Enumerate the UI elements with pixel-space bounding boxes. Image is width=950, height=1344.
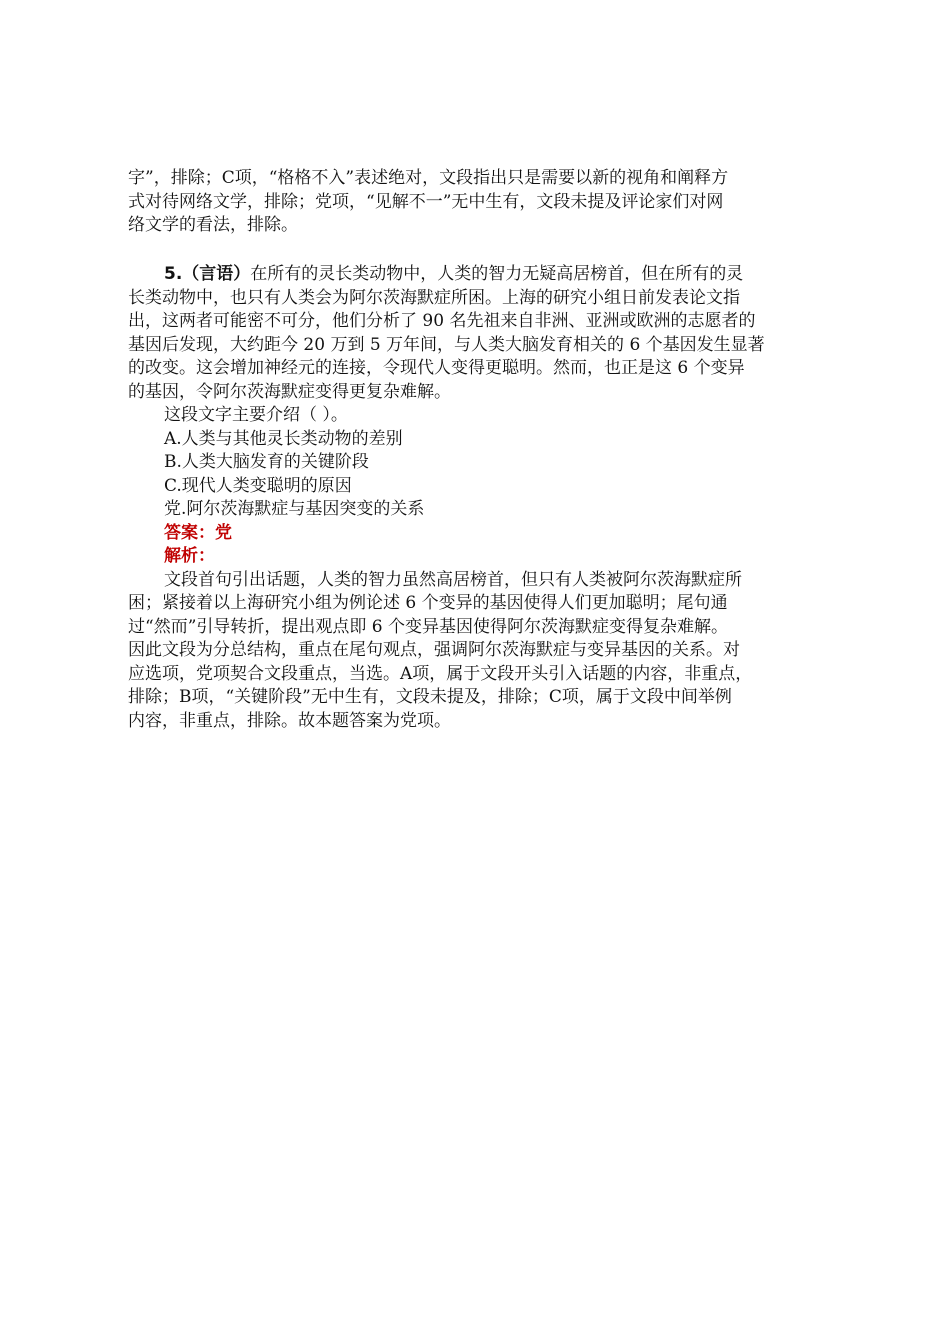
analysis-line: 文段首句引出话题，人类的智力虽然高居榜首，但只有人类被阿尔茨海默症所 [164,569,742,590]
analysis-line: 应选项，党项契合文段重点，当选。A项，属于文段开头引入话题的内容，非重点， [128,663,753,684]
analysis-label: 解析： [164,546,215,566]
previous-explanation [128,167,833,238]
analysis-line: 过“然而”引导转折，提出观点即 6 个变异基因使得阿尔茨海默症变得复杂难解。 [128,616,729,637]
prev-explanation-line: 字”，排除；C项，“格格不入”表述绝对，文段指出只是需要以新的视角和阐释方 [128,168,729,188]
analysis-line: 内容，非重点，排除。故本题答案为党项。 [128,710,451,731]
passage-line: 长类动物中，也只有人类会为阿尔茨海默症所困。上海的研究小组日前发表论文指 [128,287,740,308]
analysis-line: 因此文段为分总结构，重点在尾句观点，强调阿尔茨海默症与变异基因的关系。对 [128,640,740,660]
answer-label: 答案：党 [164,522,232,543]
prev-explanation-line: 式对待网络文学，排除；党项，“见解不一”无中生有，文段未提及评论家们对网 [128,191,724,212]
passage-line: 基因后发现，大约距今 20 万到 5 万年间，与人类大脑发育相关的 6 个基因发生显著 [128,334,765,355]
question-prompt: 这段文字主要介绍（ ）。 [164,405,348,425]
option-a: A.人类与其他灵长类动物的差别 [164,428,403,449]
question-5 [128,263,833,733]
option-c: C.现代人类变聪明的原因 [164,475,352,496]
passage-line: 在所有的灵长类动物中，人类的智力无疑高居榜首，但在所有的灵 [250,264,744,284]
question-number: 5.（言语） [164,264,251,284]
analysis-line: 困；紧接着以上海研究小组为例论述 6 个变异的基因使得人们更加聪明；尾句通 [128,593,728,613]
passage-line: 的基因，令阿尔茨海默症变得更复杂难解。 [128,381,451,402]
analysis-line: 排除；B项，“关键阶段”无中生有，文段未提及，排除；C项，属于文段中间举例 [128,687,732,707]
option-d: 党.阿尔茨海默症与基因突变的关系 [164,499,425,519]
option-b: B.人类大脑发育的关键阶段 [164,452,369,472]
passage-line: 的改变。这会增加神经元的连接，令现代人变得更聪明。然而，也正是这 6 个变异 [128,358,745,378]
prev-explanation-line: 络文学的看法，排除。 [128,215,298,235]
passage-line: 出，这两者可能密不可分，他们分析了 90 名先祖来自非洲、亚洲或欧洲的志愿者的 [128,311,756,331]
passage-first-line [128,263,833,287]
